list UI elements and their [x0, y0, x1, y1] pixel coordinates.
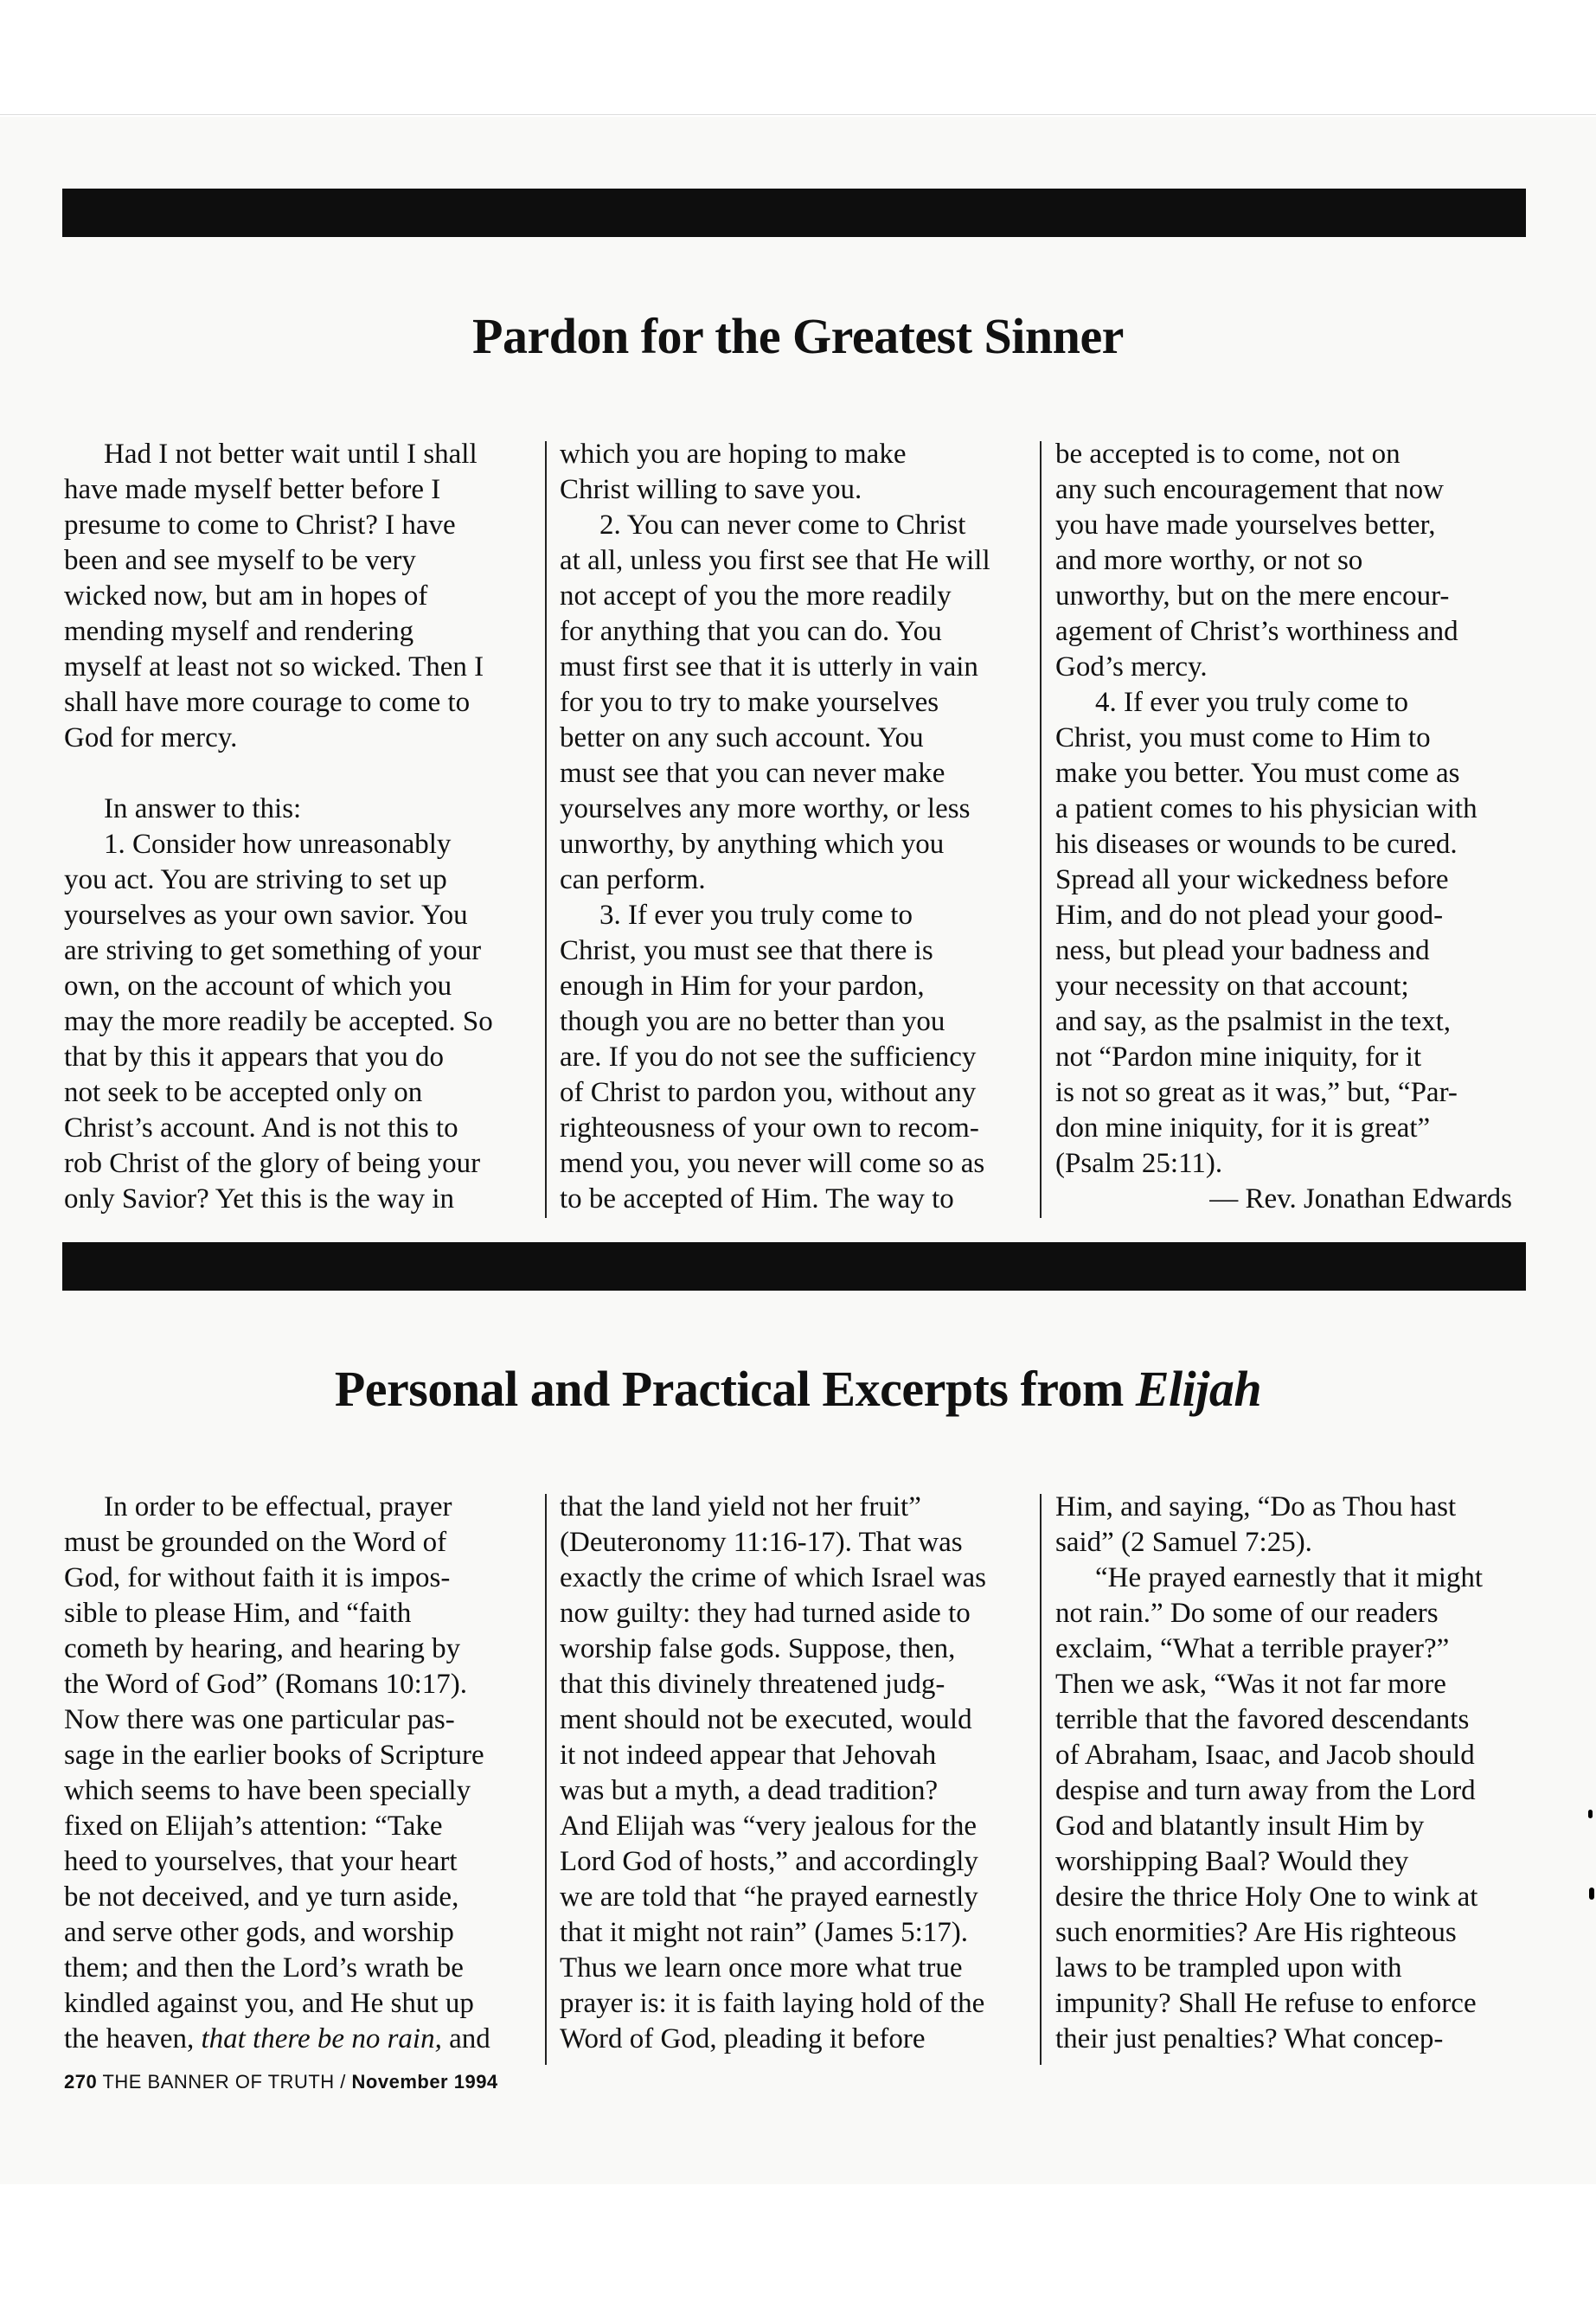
paragraph: 2. You can never come to Christ at all, unless you first see that He will not accept of you the more readily for anything that you can do. You must first see that it is utterly in vain for you to try to make yourselves better on any such account. You must see that you can never make yourselves any more worthy, or less unworthy, by anything which you can perform.: [560, 510, 990, 895]
author-signature: — Rev. Jonathan Edwards: [1209, 1183, 1512, 1215]
paragraph-text: In order to be effectual, prayer must be grounded on the Word of God, for without faith it is impos- sible to please Him, and “faith cometh by hearing, and hearing by the Word of God” (Romans 10:17). Now there was one particular pas- sage in the earlier books of Scripture which seems to have been specially fixed on Elijah’s attention: “Take heed to yourselves, that your heart be not deceived, and ye turn aside, and serve other gods, and worship them; and then the Lord’s wrath be kindled against you, and He shut up the heaven,: [64, 1491, 484, 2054]
title-book-name: Elijah: [1135, 1361, 1262, 1417]
article1-column-3: [1055, 437, 1533, 1217]
paragraph: [64, 1490, 542, 2057]
article2-column-1: [64, 1490, 542, 2057]
article-title-elijah: [0, 1360, 1596, 1418]
article1-column-2: [560, 437, 1037, 1217]
paragraph: which you are hoping to make Christ willing to save you.: [560, 439, 907, 505]
paragraph: 4. If ever you truly come to Christ, you must come to Him to make you better. You must come as a patient comes to his physician with his diseases or wounds to be cured. Spread all your wickedness before Him, and do not plead your good- ness, but plead your badness and your necessity on that account; and say, as the psalmist in the text, not “Pardon mine iniquity, for it is not so great as it was,” but, “Par- don mine iniquity, for it is great” (Psalm 25:11).: [1055, 687, 1477, 1179]
paragraph: “He prayed earnestly that it might not rain.” Do some of our readers exclaim, “What a terrible prayer?” Then we ask, “Was it not far more terrible that the favored descendants of Abraham, Isaac, and Jacob should despise and turn away from the Lord God and blatantly insult Him by worshipping Baal? Would they desire the thrice Holy One to wink at such enormities? Are His righteous laws to be trampled upon with impunity? Shall He refuse to enforce their just penalties? What concep-: [1055, 1562, 1484, 2054]
emphasis-text: that there be no rain,: [201, 2023, 442, 2054]
page-number: 270: [64, 2071, 98, 2093]
paragraph: that the land yield not her fruit” (Deuteronomy 11:16-17). That was exactly the crime of which Israel was now guilty: they had turned aside to worship false gods. Suppose, then, that this divinely threatened judg- ment should not be executed, would it not indeed appear that Jehovah was but a myth, a dead tradition? And Elijah was “very jealous for the Lord God of hosts,” and accordingly we are told that “he prayed earnestly that it might not rain” (James 5:17). Thus we learn once more what true prayer is: it is faith laying hold of the Word of God, pleading it before: [560, 1491, 986, 2054]
article1-column-1: [64, 437, 542, 1217]
publication-name: THE BANNER OF TRUTH /: [102, 2071, 346, 2093]
column-divider: [545, 441, 547, 1218]
paragraph: 1. Consider how unreasonably you act. You are striving to set up yourselves as your own savior. You are striving to get something of your own, on the account of which you may the more readily be accepted. So that by this it appears that you do not seek to be accepted only on Christ’s account. And is not this to rob Christ of the glory of being your only Savior? Yet this is the way in: [64, 829, 493, 1215]
article-title-pardon: Pardon for the Greatest Sinner: [472, 308, 1124, 364]
paragraph: In answer to this:: [104, 793, 302, 824]
column-divider: [545, 1494, 547, 2065]
section-header-bar: [62, 189, 1526, 237]
article2-column-2: [560, 1490, 1037, 2057]
paragraph: be accepted is to come, not on any such encouragement that now you have made yourselves better, and more worthy, or not so unworthy, but on the mere encour- agement of Christ’s worthiness and God’s mercy.: [1055, 439, 1458, 683]
paragraph: Him, and saying, “Do as Thou hast said” (2 Samuel 7:25).: [1055, 1491, 1457, 1558]
paragraph-text: and: [441, 2023, 490, 2054]
title-text: Personal and Practical Excerpts from: [334, 1361, 1136, 1417]
issue-date: November 1994: [351, 2071, 498, 2093]
page-footer: [64, 2071, 498, 2093]
column-divider: [1040, 441, 1042, 1218]
page-top-edge: [0, 114, 1596, 115]
column-divider: [1040, 1494, 1042, 2065]
paragraph: Had I not better wait until I shall have made myself better before I presume to come to Christ? I have been and see myself to be very wicked now, but am in hopes of mending myself and rendering myself at least not so wicked. Then I shall have more courage to come to God for mercy.: [64, 439, 484, 753]
scan-edge-mark: [1588, 1810, 1593, 1818]
scan-edge-mark: [1589, 1888, 1594, 1900]
article2-column-3: [1055, 1490, 1533, 2057]
paragraph: 3. If ever you truly come to Christ, you must see that there is enough in Him for your pardon, though you are no better than you are. If you do not see the sufficiency of Christ to pardon you, without any righteousness of your own to recom- mend you, you never will come so as to be accepted of Him. The way to: [560, 900, 985, 1215]
section-header-bar: [62, 1242, 1526, 1291]
